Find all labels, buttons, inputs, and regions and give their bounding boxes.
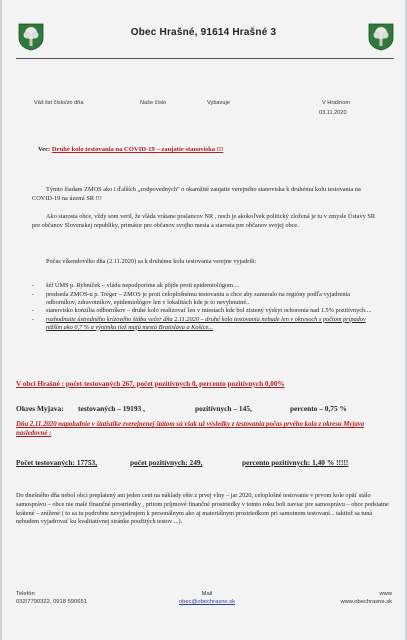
letterhead-title: Obec Hrašné, 91614 Hrašné 3	[130, 27, 277, 38]
footer-phone	[16, 590, 87, 606]
ref-our-number-label: Naše číslo	[140, 100, 167, 106]
closing-paragraph: Do dnešného dňa nebol obci preplatený ani jeden cent na náklady ešte z prvej vlny – jar 2020, celoplošné testovanie v prvom kole opäť stálo samosprávu – obce nie malé finančné prostriedky , pritom príjmové finančné prostriedky v tomto roku boli naviac pre samosprávu – obce podstatne krátené – znížené ( to sa tu podrobne nevyjadrujem k personálnym ako aj materiálnym prostriedkom pri samotnom testovaní... taktiež sa tuná nebudem vyjadrovať ku kvalitatívnej stránke použitých testov ...).	[16, 492, 389, 526]
list-item: - predseda ZMOS-u p. Tréger – ZMOS je proti celoplošnému testovaniu a chce aby zameralo na regióny podľa vyjadrenia odborníkov, zdravotníkov, epidemiológov len v lokalitách kde je to nevyhnutné..	[32, 291, 377, 307]
footer-web	[302, 590, 392, 606]
hrasne-results: V obci Hrašné : počet testovaných 267, počet pozitívnych 0, percento pozitívnych 0,00%	[16, 380, 285, 388]
list-item: - stanovisko konzília odborníkov – druhé kolo realizovať len v miestach kde bol zistený výskyt ochorenia nad 1.5% pozitívnych....	[32, 307, 377, 315]
paragraph-request: Týmto žiadam ZMOS ako i ďalších „zodpovedných" o okamžité zaujatie verejného stanoviska k druhému kolu testovania na COVID-19 na území SR !!!	[32, 186, 361, 202]
paragraph-mayor: Ako starosta obce, vždy som veril, že vláda vrátane poslancov NR , noch je akokoľvek politický zložená je tu v zmysle Ústavy SR pre občanov Slovenskej republiky, primátor pre občanov svojho mesta a starosta pre občanov svojej obce.	[32, 213, 376, 229]
ref-place: V Hrašnom	[322, 100, 350, 106]
ref-date: 03.11.2020	[319, 110, 347, 116]
totals-positive: počet pozitívnych: 249,	[130, 458, 203, 467]
paragraph-weekend: Počas víkendového dňa (2.11.2020) sa k druhému kolu testovania verejne vyjadrili:	[46, 258, 257, 265]
web-address[interactable]: www.obechrasne.sk	[340, 599, 392, 605]
phone-numbers: 032/7790322, 0918 590651	[16, 599, 87, 605]
statements-list	[32, 282, 377, 332]
web-label: www	[379, 591, 392, 597]
list-item: - šéf ÚMS p. Rybníček – vládu nepodporíme ak pôjde proti epidemiológom ...	[32, 282, 377, 290]
totals-percent: percento pozitívnych: 1,40 % !!!!!	[242, 458, 349, 467]
mail-label: Mail	[201, 591, 213, 597]
myjava-label: Okres Myjava:	[16, 404, 64, 413]
subject-text: Druhé kolo testovania na COVID-19 – zaujatie stanoviska !!!	[51, 146, 224, 153]
header-divider	[16, 58, 394, 59]
mail-link[interactable]: obec@obechrasne.sk	[178, 599, 236, 605]
subject-prefix: Vec:	[38, 146, 51, 153]
footer-mail	[152, 590, 262, 606]
subject-line	[38, 146, 223, 153]
letter-page	[2, 0, 405, 640]
phone-label: Telefón	[16, 591, 35, 597]
list-item: - rozhodnutie ústredného krízového štábu večer dňa 2.11.2020 – druhé kolo testovania nebude len v okresoch s počtom prípadov nižším ako 0,7 % a výnimku tiež majú mestá Bratislava a Košice...	[32, 316, 377, 332]
ref-your-letter-label: Váš list číslo/zo dňa	[34, 100, 84, 106]
published-statistics-note: Dňa 2.11.2020 napoludnie v štatistike zverejnenej štátom sú však už výsledky z testovania počas prvého kola z okresu Myjava nasledovné :	[16, 421, 365, 437]
myjava-positive: pozitívnych – 145,	[195, 404, 252, 413]
totals-tested: Počet testovaných: 17753,	[16, 458, 98, 467]
ref-handled-by-label: Vybavuje	[207, 100, 230, 106]
myjava-tested: testovaných – 19193 ,	[78, 404, 145, 413]
myjava-percent: percento – 0,75 %	[290, 404, 347, 413]
